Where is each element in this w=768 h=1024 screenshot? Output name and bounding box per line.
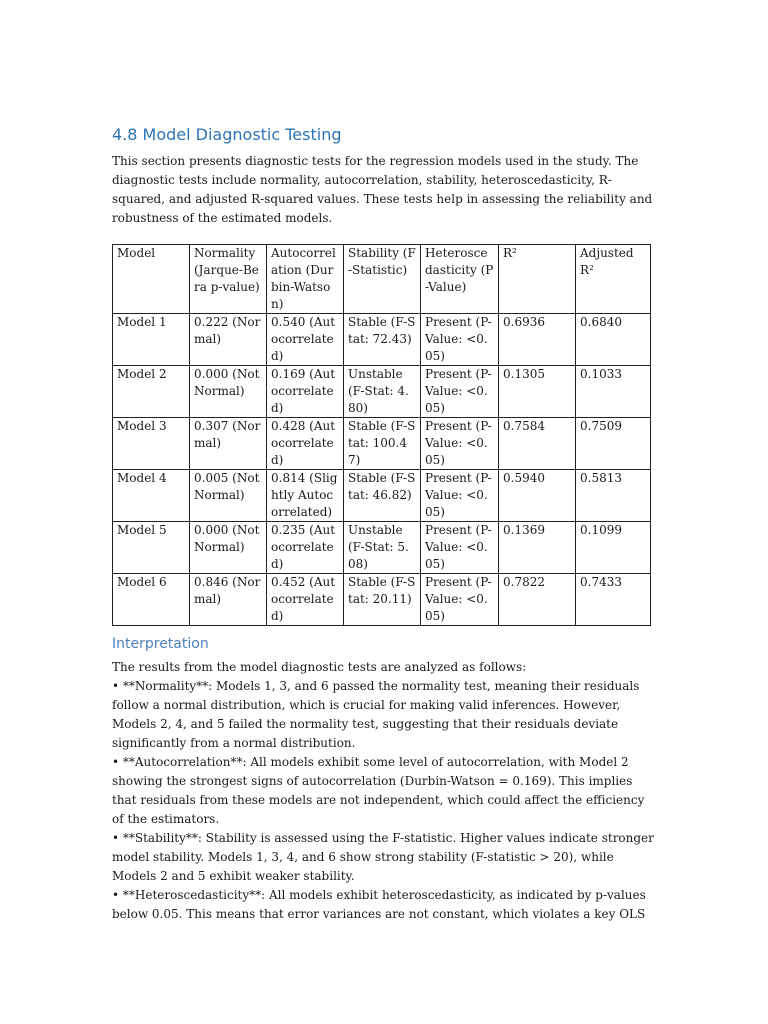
header-cell: Normality (Jarque-Bera p-value) [190,245,267,314]
table-cell: 0.7584 [499,418,576,470]
table-row [113,314,651,366]
document-page [112,124,658,924]
table-cell: 0.6936 [499,314,576,366]
table-cell: 0.814 (Slightly Autocorrelated) [267,470,344,522]
table-row [113,574,651,626]
bullet-stability: • **Stability**: Stability is assessed using the F-statistic. Higher values indicate stronger model stability. Models 1, 3, 4, and 6 show strong stability (F-statistic > 20), while Models 2 and 5 exhibit weaker stability. [112,831,654,883]
header-cell: Autocorrelation (Durbin-Watson) [267,245,344,314]
table-cell: 0.1369 [499,522,576,574]
table-cell: 0.222 (Normal) [190,314,267,366]
table-cell: 0.000 (Not Normal) [190,366,267,418]
table-cell: 0.307 (Normal) [190,418,267,470]
table-cell: Unstable (F-Stat: 5.08) [344,522,421,574]
table-cell: 0.7509 [576,418,651,470]
table-row [113,366,651,418]
table-cell: 0.1305 [499,366,576,418]
header-cell: Model [113,245,190,314]
table-cell: 0.452 (Autocorrelated) [267,574,344,626]
table-cell: Stable (F-Stat: 100.47) [344,418,421,470]
table-cell: 0.5940 [499,470,576,522]
header-cell: Adjusted R² [576,245,651,314]
table-cell: 0.235 (Autocorrelated) [267,522,344,574]
header-cell: R² [499,245,576,314]
interpretation-body [112,658,658,924]
table-cell: Unstable (F-Stat: 4.80) [344,366,421,418]
table-cell: Model 5 [113,522,190,574]
table-cell: Present (P-Value: <0.05) [421,574,499,626]
table-cell: 0.846 (Normal) [190,574,267,626]
table-row [113,522,651,574]
bullet-normality: • **Normality**: Models 1, 3, and 6 passed the normality test, meaning their residuals follow a normal distribution, which is crucial for making valid inferences. However, Models 2, 4, and 5 failed the normality test, suggesting that their residuals deviate significantly from a normal distribution. [112,679,640,750]
table-cell: Present (P-Value: <0.05) [421,418,499,470]
table-row [113,470,651,522]
table-row [113,418,651,470]
intro-paragraph: This section presents diagnostic tests for the regression models used in the study. The diagnostic tests include normality, autocorrelation, stability, heteroscedasticity, R-squared, and adjusted R-squared values. These tests help in assessing the reliability and robustness of the estimated models. [112,154,653,225]
table-cell: Model 1 [113,314,190,366]
table-cell: 0.1099 [576,522,651,574]
table-cell: Model 2 [113,366,190,418]
diagnostic-table [112,244,651,626]
table-cell: 0.428 (Autocorrelated) [267,418,344,470]
interpretation-heading: Interpretation [112,636,209,652]
table-cell: Stable (F-Stat: 72.43) [344,314,421,366]
table-cell: Present (P-Value: <0.05) [421,470,499,522]
bullet-autocorrelation: • **Autocorrelation**: All models exhibit some level of autocorrelation, with Model 2 showing the strongest signs of autocorrelation (Durbin-Watson = 0.169). This implies that residuals from these models are not independent, which could affect the efficiency of the estimators. [112,755,645,826]
header-cell: Heteroscedasticity (P-Value) [421,245,499,314]
table-cell: Present (P-Value: <0.05) [421,314,499,366]
table-cell: 0.7433 [576,574,651,626]
table-cell: 0.000 (Not Normal) [190,522,267,574]
bullet-heteroscedasticity: • **Heteroscedasticity**: All models exhibit heteroscedasticity, as indicated by p-values below 0.05. This means that error variances are not constant, which violates a key OLS [112,888,646,921]
table-cell: Model 3 [113,418,190,470]
table-cell: 0.540 (Autocorrelated) [267,314,344,366]
table-cell: Model 4 [113,470,190,522]
table-cell: Stable (F-Stat: 20.11) [344,574,421,626]
table-cell: Stable (F-Stat: 46.82) [344,470,421,522]
table-cell: Present (P-Value: <0.05) [421,366,499,418]
section-title: 4.8 Model Diagnostic Testing [112,125,342,144]
table-cell: 0.169 (Autocorrelated) [267,366,344,418]
table-cell: 0.5813 [576,470,651,522]
table-header-row [113,245,651,314]
table-cell: 0.7822 [499,574,576,626]
table-cell: 0.005 (Not Normal) [190,470,267,522]
table-cell: 0.1033 [576,366,651,418]
table-cell: Present (P-Value: <0.05) [421,522,499,574]
header-cell: Stability (F-Statistic) [344,245,421,314]
table-cell: 0.6840 [576,314,651,366]
table-cell: Model 6 [113,574,190,626]
interpretation-lead: The results from the model diagnostic tests are analyzed as follows: [112,660,527,674]
